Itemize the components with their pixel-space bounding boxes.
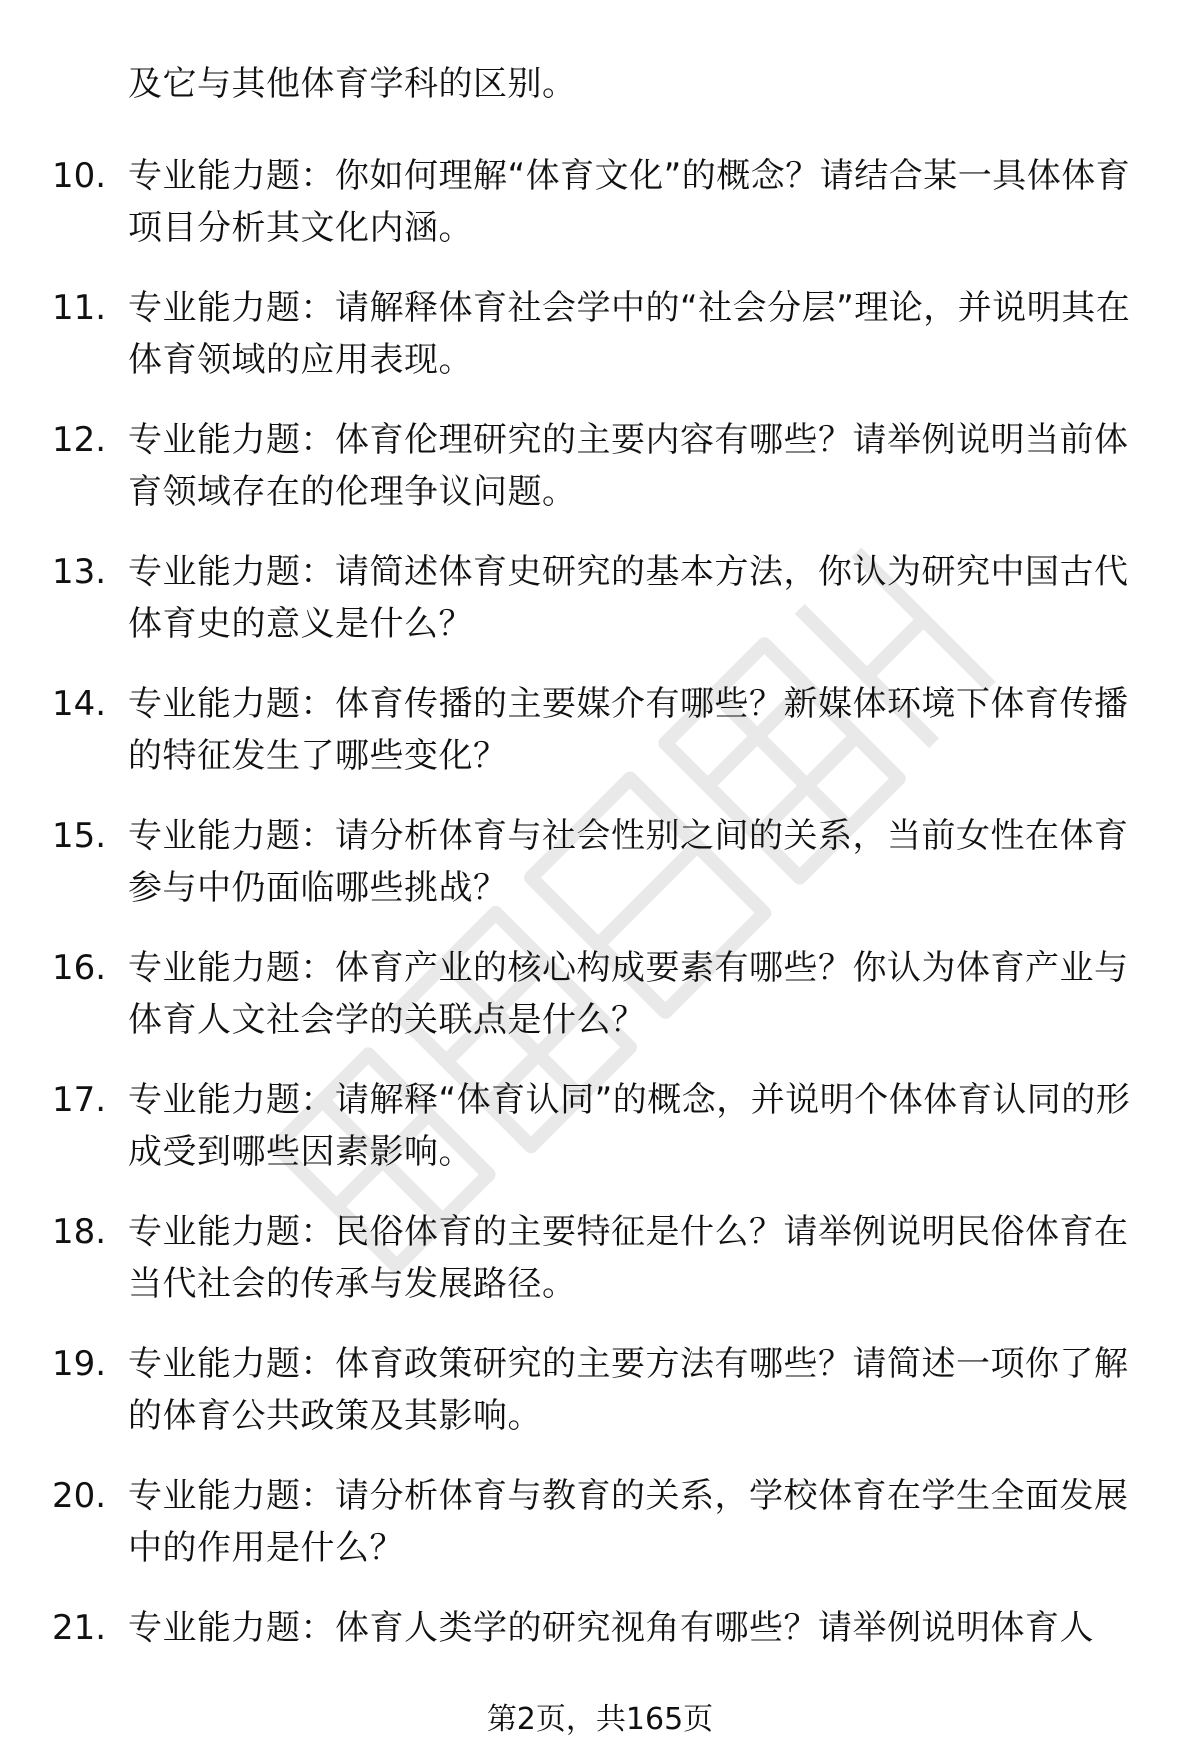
question-item <box>0 414 1200 546</box>
question-item <box>0 282 1200 414</box>
question-number: 10. <box>52 156 107 196</box>
question-text: 专业能力题：体育产业的核心构成要素有哪些？你认为体育产业与体育人文社会学的关联点是什么？ <box>128 948 1129 1040</box>
question-text: 专业能力题：你如何理解“体育文化”的概念？请结合某一具体体育项目分析其文化内涵。 <box>128 156 1131 248</box>
question-number: 13. <box>52 552 107 592</box>
question-number: 18. <box>52 1212 107 1252</box>
question-number: 21. <box>52 1608 107 1648</box>
question-text: 专业能力题：请解释“体育认同”的概念，并说明个体体育认同的形成受到哪些因素影响。 <box>128 1080 1131 1172</box>
question-item <box>0 1470 1200 1602</box>
question-text: 专业能力题：体育伦理研究的主要内容有哪些？请举例说明当前体育领域存在的伦理争议问题。 <box>128 420 1129 512</box>
question-text: 专业能力题：请简述体育史研究的基本方法，你认为研究中国古代体育史的意义是什么？ <box>128 552 1129 644</box>
question-item <box>0 678 1200 810</box>
question-text: 专业能力题：体育人类学的研究视角有哪些？请举例说明体育人 <box>128 1608 1094 1648</box>
question-item <box>0 1338 1200 1470</box>
question-number: 12. <box>52 420 107 460</box>
question-text: 专业能力题：请解释体育社会学中的“社会分层”理论，并说明其在体育领域的应用表现。 <box>128 288 1131 380</box>
question-text: 专业能力题：体育政策研究的主要方法有哪些？请简述一项你了解的体育公共政策及其影响。 <box>128 1344 1129 1436</box>
question-number: 15. <box>52 816 107 856</box>
question-number: 19. <box>52 1344 107 1384</box>
question-text: 专业能力题：民俗体育的主要特征是什么？请举例说明民俗体育在当代社会的传承与发展路径。 <box>128 1212 1129 1304</box>
question-item <box>0 942 1200 1074</box>
page-footer: 第2页，共165页 <box>486 1702 714 1737</box>
question-item <box>0 810 1200 942</box>
question-item <box>0 1074 1200 1206</box>
question-number: 20. <box>52 1476 107 1516</box>
question-text: 专业能力题：请分析体育与社会性别之间的关系，当前女性在体育参与中仍面临哪些挑战？ <box>128 816 1129 908</box>
continued-question-text: 及它与其他体育学科的区别。 <box>128 64 577 104</box>
question-item <box>0 150 1200 282</box>
question-number: 16. <box>52 948 107 988</box>
question-text: 专业能力题：请分析体育与教育的关系，学校体育在学生全面发展中的作用是什么？ <box>128 1476 1129 1568</box>
question-number: 17. <box>52 1080 107 1120</box>
question-number: 11. <box>52 288 107 328</box>
question-item <box>0 1206 1200 1338</box>
question-item <box>0 546 1200 678</box>
question-text: 专业能力题：体育传播的主要媒介有哪些？新媒体环境下体育传播的特征发生了哪些变化？ <box>128 684 1129 776</box>
question-list <box>0 150 1200 1734</box>
question-number: 14. <box>52 684 107 724</box>
